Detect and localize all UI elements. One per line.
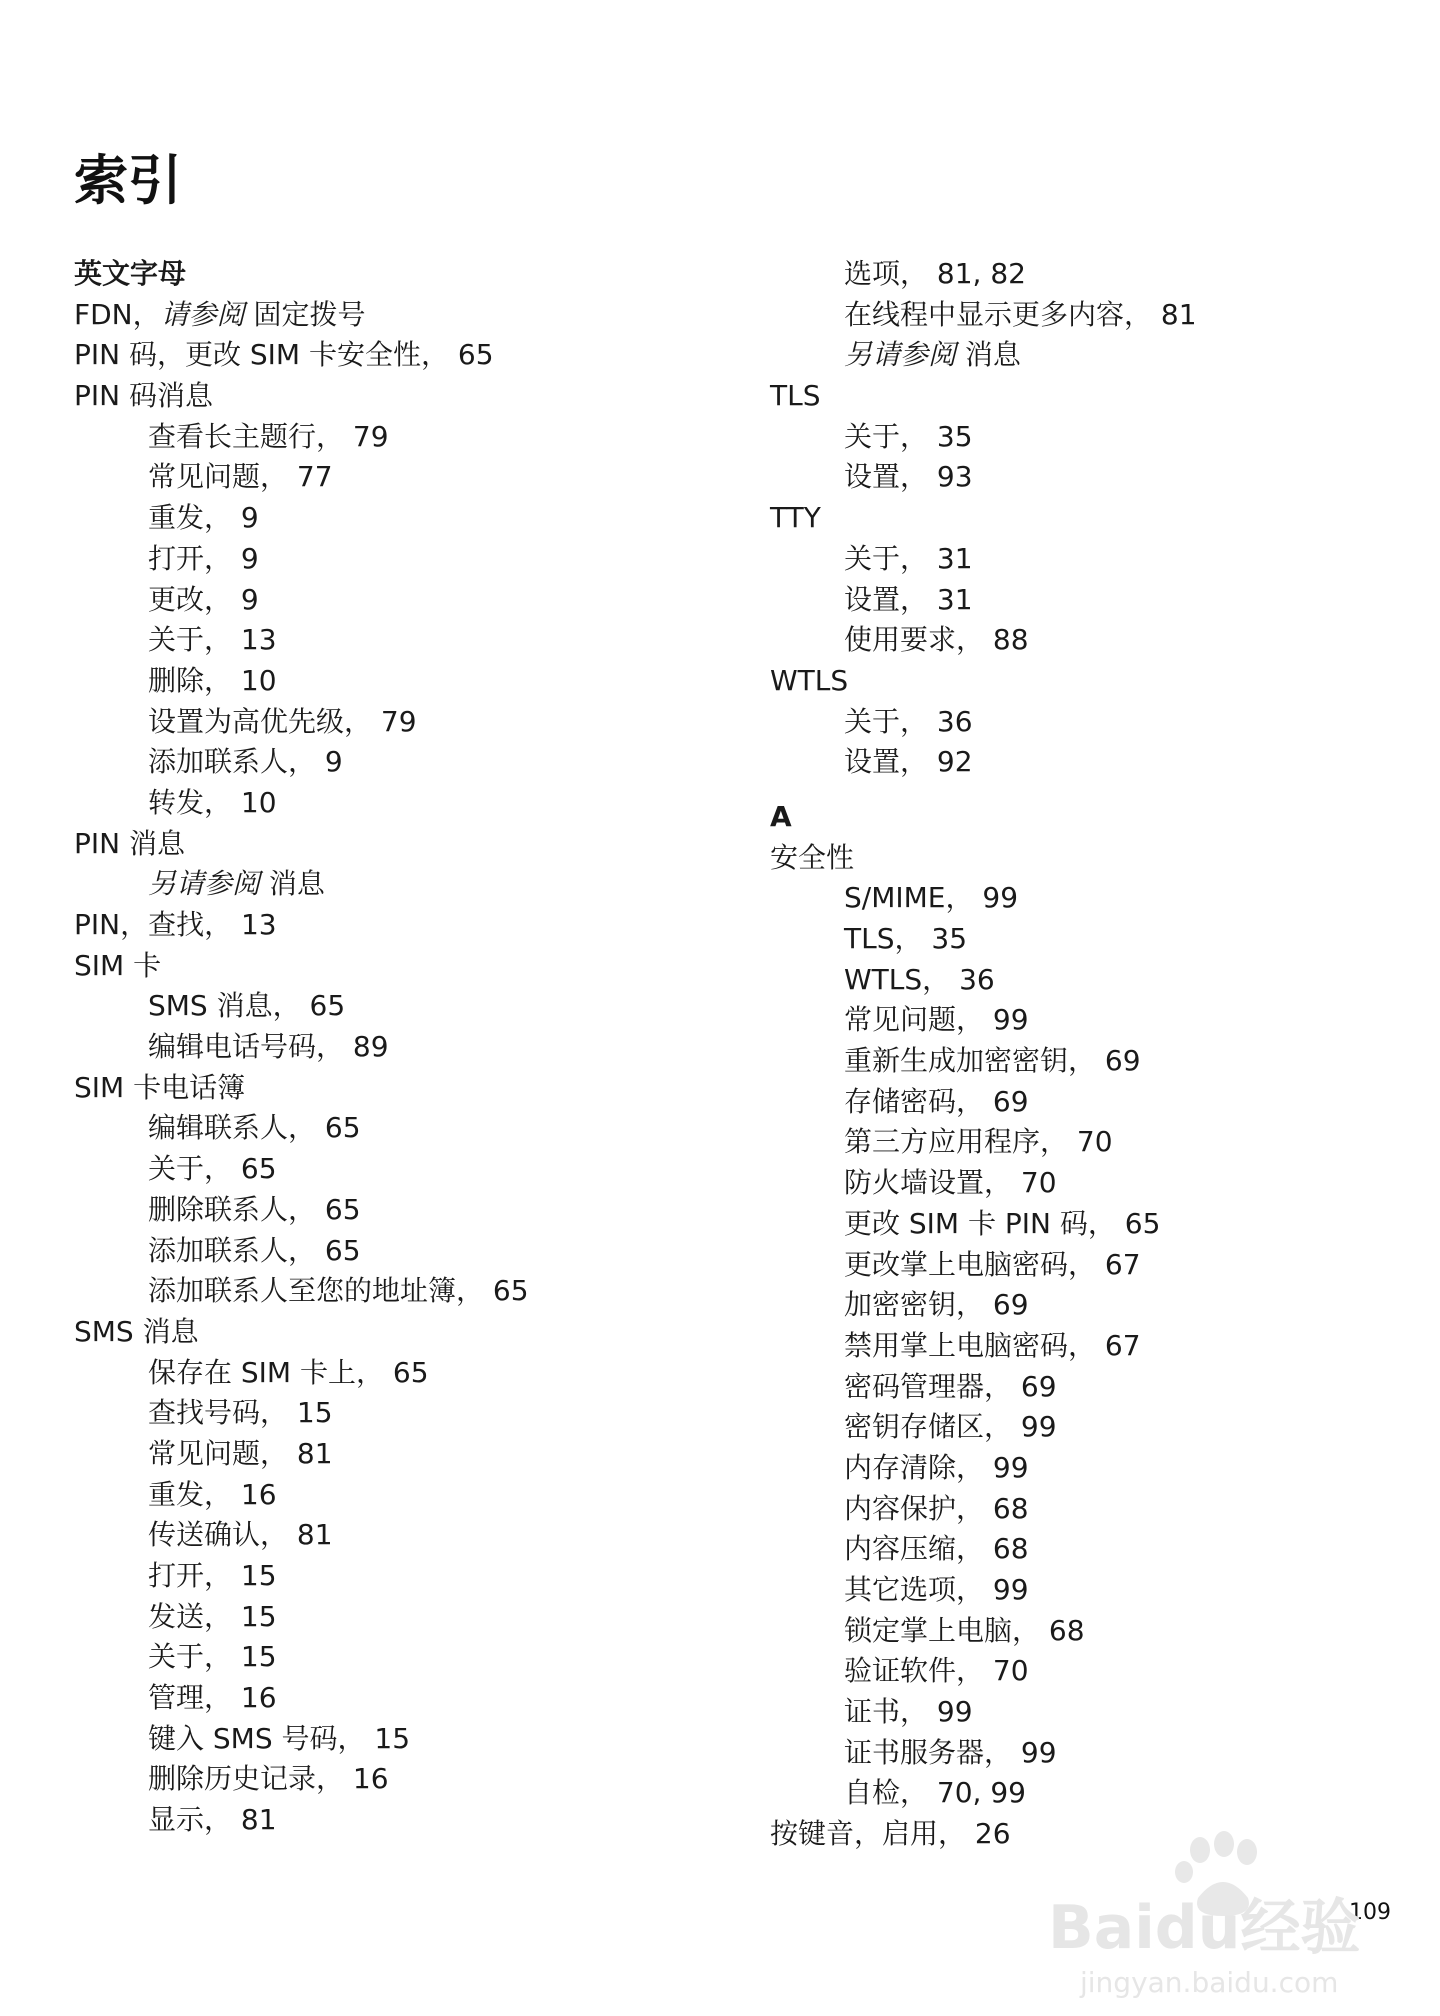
index-column-left [74, 254, 754, 1841]
index-subentry: 证书服务器， 99 [844, 1735, 1057, 1769]
index-subentry: 传送确认， 81 [148, 1518, 333, 1552]
index-subentry: 重新生成加密密钥， 69 [844, 1044, 1141, 1078]
index-subentry: 添加联系人至您的地址簿， 65 [148, 1274, 529, 1308]
index-subentry: 设置， 31 [844, 582, 973, 616]
index-entry: TLS [770, 379, 821, 413]
index-subentry: 删除历史记录， 16 [148, 1762, 389, 1796]
index-subentry: 加密密钥， 69 [844, 1288, 1029, 1322]
index-subentry: 使用要求， 88 [844, 623, 1029, 657]
index-subentry: 在线程中显示更多内容， 81 [844, 297, 1197, 331]
index-subentry: 添加联系人， 65 [148, 1233, 361, 1267]
index-subentry: 设置， 93 [844, 460, 973, 494]
index-subentry: 密钥存储区， 99 [844, 1410, 1057, 1444]
index-subentry: 密码管理器， 69 [844, 1369, 1057, 1403]
index-subentry: SMS 消息， 65 [148, 989, 346, 1023]
see-also-target: 消息 [268, 867, 325, 901]
index-entry: 按键音，启用， 26 [770, 1817, 1011, 1851]
index-subentry: 删除， 10 [148, 663, 277, 697]
index-subentry: 常见问题， 99 [844, 1003, 1029, 1037]
index-subentry: 关于， 15 [148, 1640, 277, 1674]
index-subentry: WTLS， 36 [844, 962, 995, 996]
index-subentry: 自检， 70, 99 [844, 1776, 1026, 1810]
index-entry: SIM 卡电话簿 [74, 1070, 246, 1104]
index-see-also-entry [74, 295, 754, 336]
index-section-letter: A [770, 799, 792, 833]
index-column-right [770, 254, 1410, 1855]
index-see-also-entry [74, 864, 754, 905]
index-subentry: 管理， 16 [148, 1681, 277, 1715]
index-subentry: 常见问题， 77 [148, 460, 333, 494]
index-subentry: TLS， 35 [844, 922, 968, 955]
index-subentry: 验证软件， 70 [844, 1654, 1029, 1688]
index-letter-heading: 英文字母 [74, 257, 187, 290]
index-subentry: 选项， 81, 82 [844, 257, 1026, 290]
index-subentry: 内存清除， 99 [844, 1450, 1029, 1484]
index-subentry: 第三方应用程序， 70 [844, 1125, 1113, 1159]
index-subentry: 关于， 35 [844, 419, 973, 453]
index-subentry: 关于， 13 [148, 623, 277, 657]
watermark-logo-text: Baidu经验 [1048, 1893, 1361, 1963]
index-subentry: 关于， 31 [844, 541, 973, 575]
see-also-target: 固定拨号 [253, 297, 366, 331]
index-subentry: 查找号码， 15 [148, 1396, 333, 1430]
see-also-label: 另请参阅 [148, 867, 261, 901]
index-entry: SMS 消息 [74, 1314, 199, 1348]
index-subentry: 证书， 99 [844, 1695, 973, 1729]
index-subentry: 发送， 15 [148, 1599, 277, 1633]
index-subentry: 添加联系人， 9 [148, 745, 343, 779]
page-number: 109 [1349, 1900, 1391, 1925]
index-subentry: S/MIME， 99 [844, 881, 1019, 915]
index-subentry: 存储密码， 69 [844, 1084, 1029, 1118]
index-entry: SIM 卡 [74, 948, 162, 982]
index-subentry: 编辑电话号码， 89 [148, 1030, 389, 1064]
index-see-also-entry [770, 335, 1410, 376]
watermark-url-text: jingyan.baidu.com [1080, 1966, 1339, 1999]
index-subentry: 编辑联系人， 65 [148, 1111, 361, 1145]
see-also-target: 消息 [964, 338, 1021, 372]
index-subentry: 内容压缩， 68 [844, 1532, 1029, 1566]
index-subentry: 设置为高优先级， 79 [148, 704, 417, 738]
index-entry: PIN，查找， 13 [74, 908, 277, 941]
index-subentry: 防火墙设置， 70 [844, 1166, 1057, 1200]
see-also-label: 另请参阅 [844, 338, 957, 372]
index-subentry: 重发， 9 [148, 501, 259, 535]
see-also-label: 请参阅 [160, 297, 245, 331]
index-entry: PIN 消息 [74, 826, 185, 860]
index-subentry: 打开， 9 [148, 541, 259, 575]
index-subentry: 更改 SIM 卡 PIN 码， 65 [844, 1206, 1161, 1240]
index-subentry: 其它选项， 99 [844, 1573, 1029, 1606]
index-entry: TTY [770, 501, 821, 535]
index-subentry: 转发， 10 [148, 785, 277, 819]
index-subentry: 禁用掌上电脑密码， 67 [844, 1328, 1141, 1362]
index-subentry: 重发， 16 [148, 1477, 277, 1511]
index-subentry: 删除联系人， 65 [148, 1192, 361, 1226]
index-entry: WTLS [770, 663, 849, 697]
index-subentry: 常见问题， 81 [148, 1436, 333, 1470]
index-entry-term: FDN， [74, 297, 161, 331]
index-subentry: 关于， 65 [148, 1152, 277, 1186]
index-entry: 安全性 [770, 840, 855, 874]
index-subentry: 打开， 15 [148, 1559, 277, 1592]
baidu-jingyan-watermark [1040, 1820, 1400, 2010]
index-subentry: 显示， 81 [148, 1803, 277, 1837]
page-title: 索引 [74, 149, 182, 212]
index-subentry: 锁定掌上电脑， 68 [844, 1613, 1085, 1647]
index-subentry: 保存在 SIM 卡上， 65 [148, 1355, 429, 1389]
index-subentry: 内容保护， 68 [844, 1491, 1029, 1525]
index-subentry: 更改， 9 [148, 582, 259, 616]
index-subentry: 键入 SMS 号码， 15 [148, 1721, 411, 1755]
index-subentry: 设置， 92 [844, 745, 973, 779]
index-subentry: 查看长主题行， 79 [148, 419, 389, 453]
index-entry: PIN 码消息 [74, 379, 213, 413]
index-subentry: 关于， 36 [844, 704, 973, 738]
index-entry: PIN 码，更改 SIM 卡安全性， 65 [74, 338, 494, 372]
index-subentry: 更改掌上电脑密码， 67 [844, 1247, 1141, 1281]
